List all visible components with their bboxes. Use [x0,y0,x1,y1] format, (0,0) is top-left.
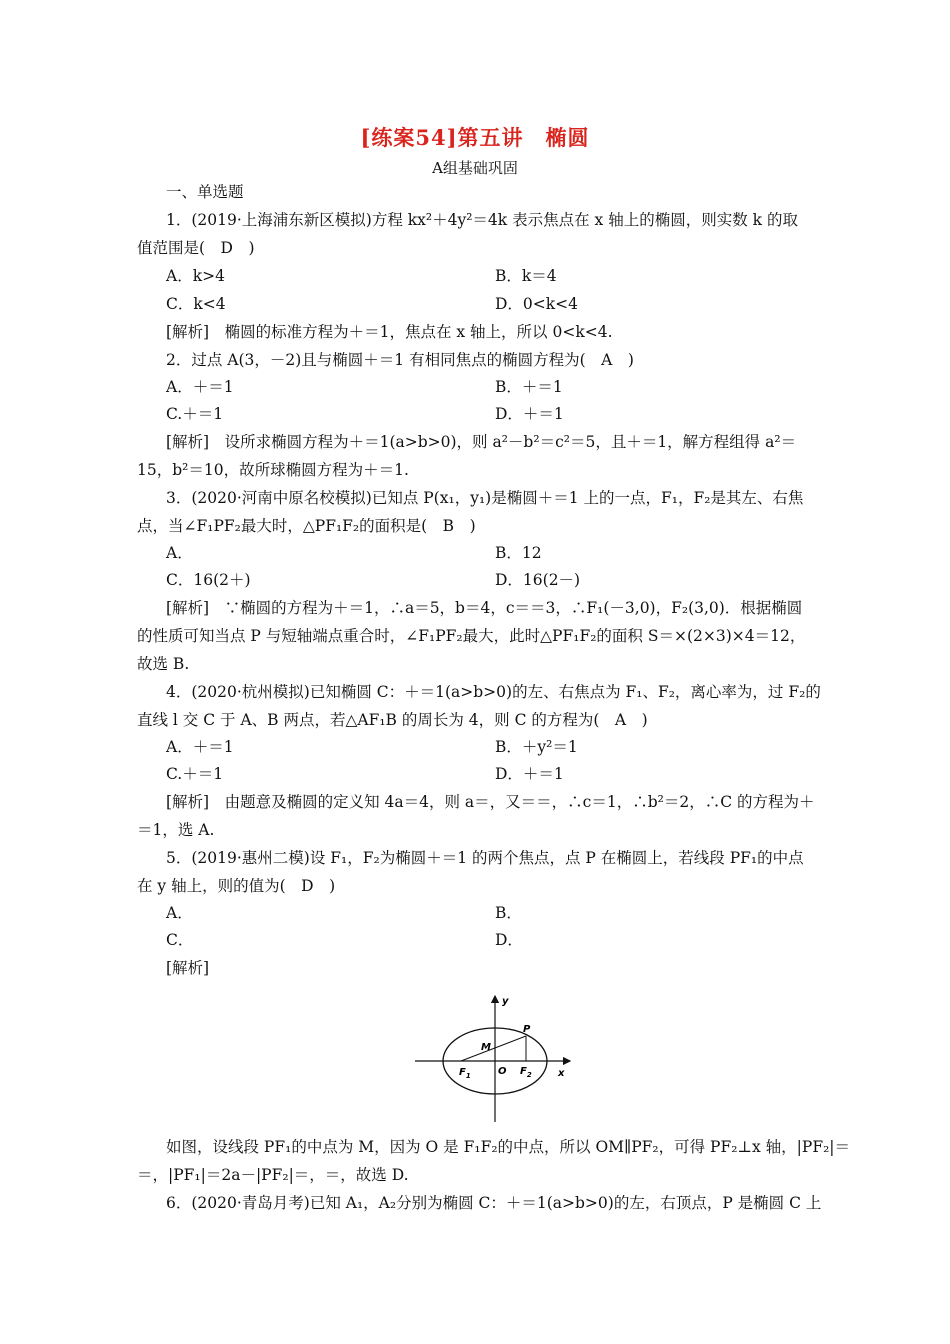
q4-solution-line2: ＝1，选 A. [137,821,215,839]
q2-option-a: A．＋＝1 [166,378,234,396]
q5-explanation-line1: 如图，设线段 PF₁的中点为 M，因为 O 是 F₁F₂的中点，所以 OM∥PF₂，可得 PF₂⊥x 轴，|PF₂|＝ [166,1138,851,1156]
q2-option-b: B．＋＝1 [495,378,563,396]
q1-option-a: A．k>4 [166,267,225,285]
q6-stem-line1: 6．(2020·青岛月考)已知 A₁，A₂分别为椭圆 C：＋＝1(a>b>0)的左，右顶点，P 是椭圆 C 上 [166,1194,822,1212]
q5-stem-line1: 5．(2019·惠州二模)设 F₁，F₂为椭圆＋＝1 的两个焦点，点 P 在椭圆上，若线段 PF₁的中点 [166,849,804,867]
q4-option-c: C.＋＝1 [166,765,224,783]
q5-option-a: A． [166,904,193,922]
q5-option-d: D． [495,931,523,949]
y-axis-label: y [502,996,509,1007]
q4-solution-line1: [解析] 由题意及椭圆的定义知 4a＝4，则 a＝，又＝＝，∴c＝1，∴b²＝2，∴C 的方程为＋ [166,793,815,811]
q3-solution-line3: 故选 B. [137,655,190,673]
focus-f2-label: $F_2$ [520,1066,532,1079]
segment-pf1 [461,1036,526,1061]
q1-option-c: C．k<4 [166,295,226,313]
point-p-label: P [523,1024,531,1035]
q2-stem-line1: 2．过点 A(3，－2)且与椭圆＋＝1 有相同焦点的椭圆方程为( A ) [166,351,634,369]
ellipse-figure [410,990,580,1126]
q1-option-d: D．0<k<4 [495,295,579,313]
x-axis-label: x [558,1068,565,1079]
q4-stem-line2: 直线 l 交 C 于 A、B 两点，若△AF₁B 的周长为 4，则 C 的方程为( A ) [137,711,648,729]
q1-solution: [解析] 椭圆的标准方程为＋＝1，焦点在 x 轴上，所以 0<k<4. [166,323,613,341]
q5-explanation-line2: ＝，|PF₁|＝2a－|PF₂|＝，＝，故选 D. [137,1166,409,1184]
page-subtitle: A组基础巩固 [432,159,518,177]
q5-option-b: B． [495,904,522,922]
q4-option-a: A．＋＝1 [166,738,234,756]
q5-solution-label: [解析] [166,959,210,977]
q5-stem-line2: 在 y 轴上，则的值为( D ) [137,877,336,895]
q3-solution-line2: 的性质可知当点 P 与短轴端点重合时，∠F₁PF₂最大，此时△PF₁F₂的面积 S＝×(2×3)×4＝12， [137,627,806,645]
q2-option-c: C.＋＝1 [166,405,224,423]
q3-option-b: B．12 [495,544,542,562]
q1-stem-line2: 值范围是( D ) [137,239,255,257]
q2-option-d: D．＋＝1 [495,405,564,423]
q3-option-d: D．16(2－) [495,571,581,589]
q3-option-c: C．16(2＋) [166,571,251,589]
q4-option-b: B．＋y²＝1 [495,738,578,756]
origin-label: O [498,1066,507,1077]
q3-stem-line2: 点，当∠F₁PF₂最大时，△PF₁F₂的面积是( B ) [137,517,476,535]
page-title: [练案54]第五讲 椭圆 [360,125,590,150]
q4-option-d: D．＋＝1 [495,765,564,783]
focus-f1-label: $F_1$ [459,1067,471,1080]
q1-stem-line1: 1．(2019·上海浦东新区模拟)方程 kx²＋4y²＝4k 表示焦点在 x 轴上的椭圆，则实数 k 的取 [166,211,798,229]
q2-solution-line1: [解析] 设所求椭圆方程为＋＝1(a>b>0)，则 a²－b²＝c²＝5，且＋＝1，解方程组得 a²＝ [166,433,797,451]
q2-solution-line2: 15，b²＝10，故所球椭圆方程为＋＝1. [137,461,409,479]
q4-stem-line1: 4．(2020·杭州模拟)已知椭圆 C：＋＝1(a>b>0)的左、右焦点为 F₁、F₂，离心率为，过 F₂的 [166,683,821,701]
q3-stem-line1: 3．(2020·河南中原名校模拟)已知点 P(x₁，y₁)是椭圆＋＝1 上的一点，F₁，F₂是其左、右焦 [166,489,804,507]
q3-solution-line1: [解析] ∵椭圆的方程为＋＝1，∴a＝5，b＝4，c＝＝3，∴F₁(－3,0)，F₂(3,0)．根据椭圆 [166,599,803,617]
section-heading: 一、单选题 [166,183,244,201]
q3-option-a: A． [166,544,193,562]
point-m-label: M [481,1042,491,1053]
q5-option-c: C． [166,931,194,949]
q1-option-b: B．k＝4 [495,267,557,285]
